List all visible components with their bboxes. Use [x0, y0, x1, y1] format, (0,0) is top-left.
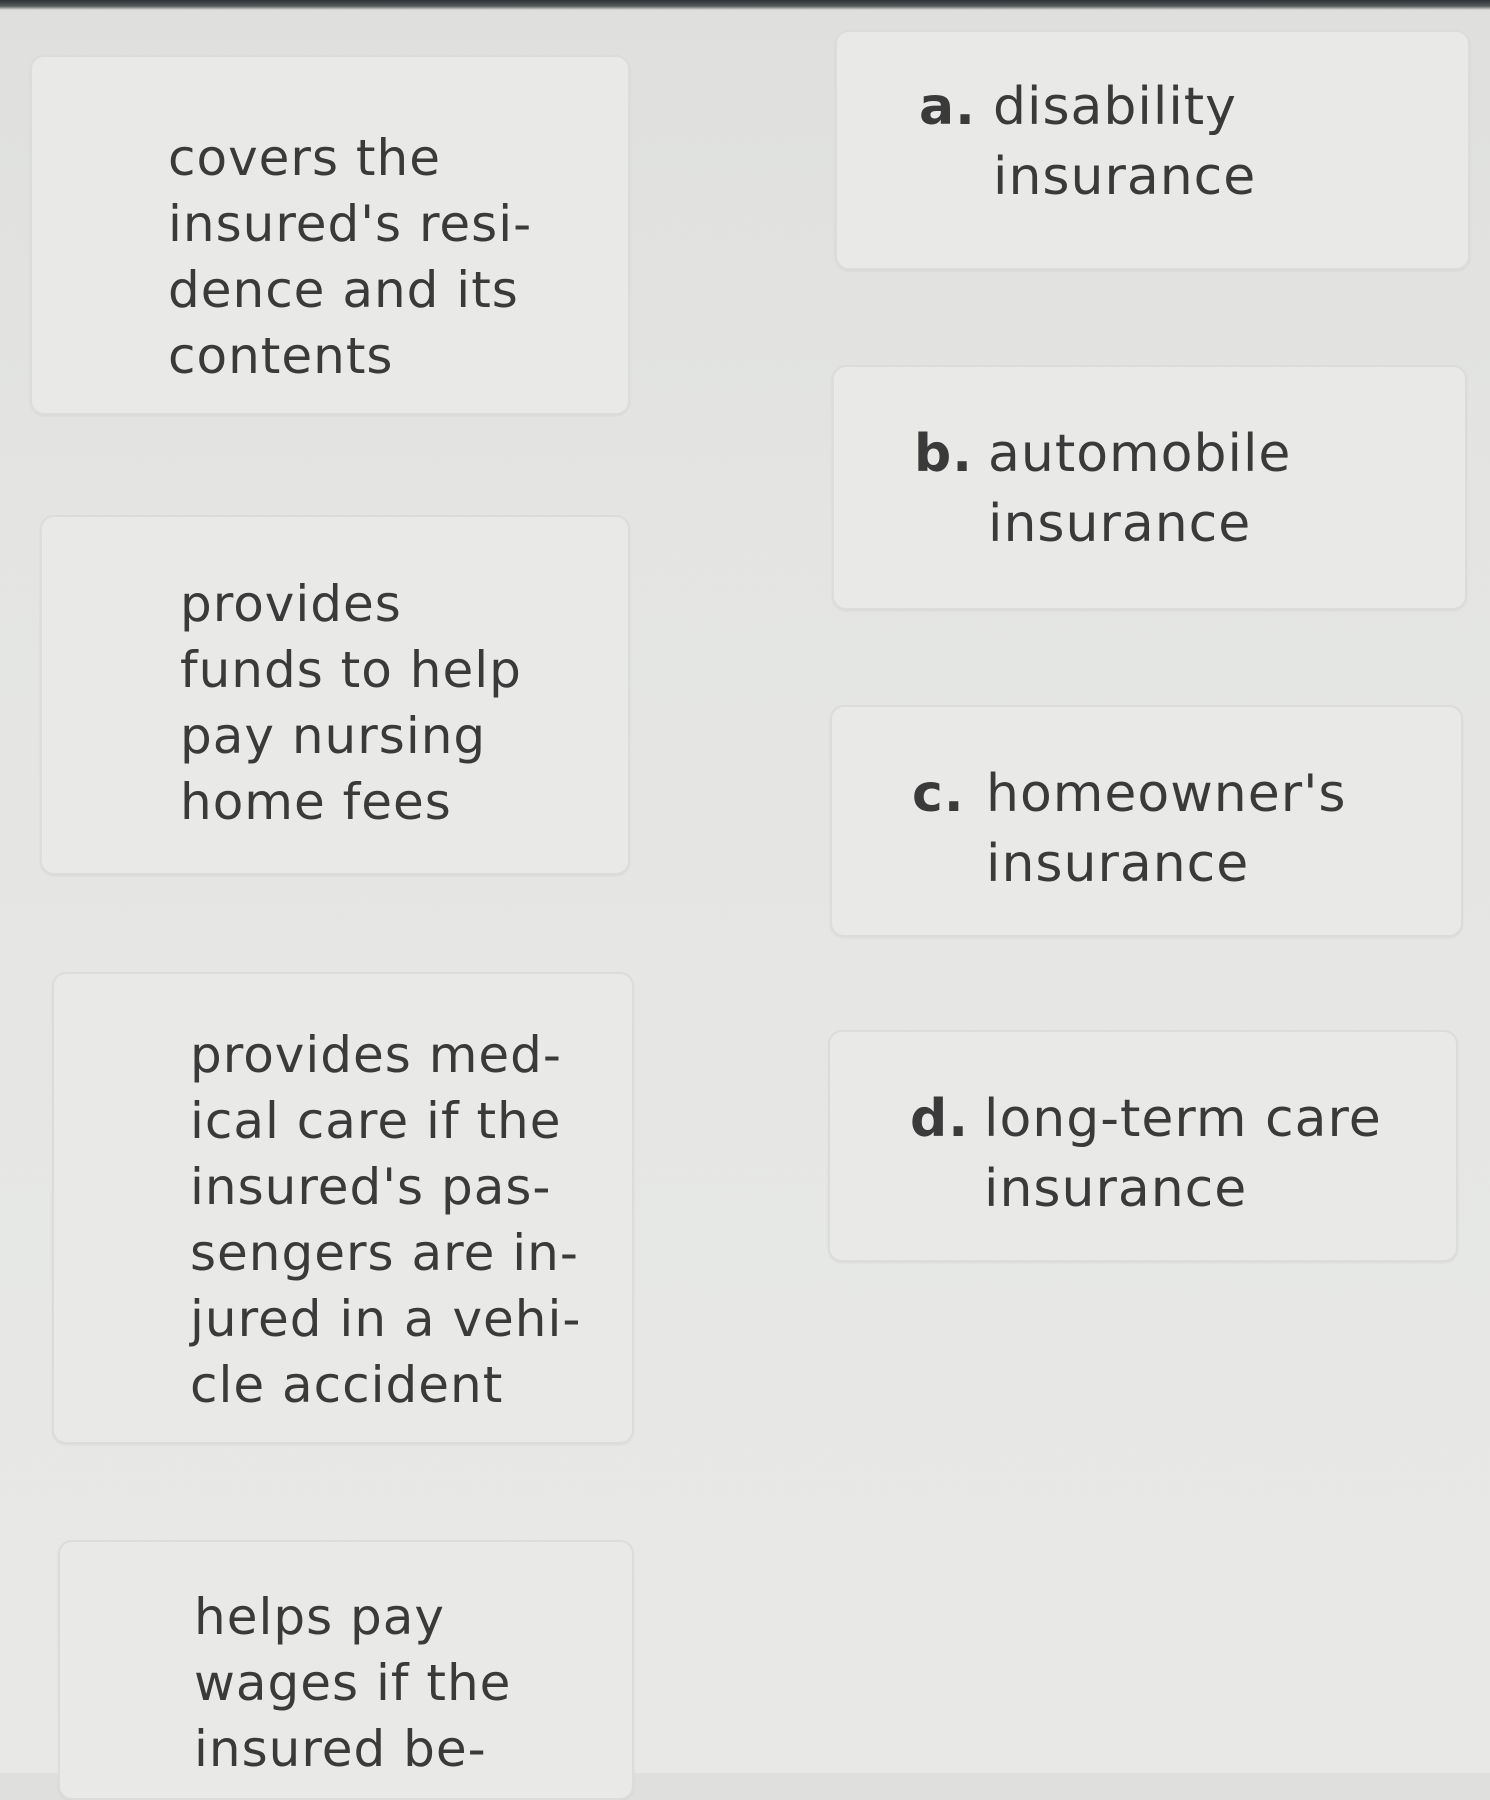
answer-card-d[interactable] — [828, 1030, 1458, 1262]
prompt-text: covers the insured's resi- dence and its contents — [168, 129, 533, 385]
prompt-text: helps pay wages if the insured be- — [194, 1588, 512, 1778]
prompt-card-wages[interactable] — [58, 1540, 634, 1800]
answer-label: long-term care insurance — [984, 1089, 1382, 1219]
answer-label: homeowner's insurance — [986, 764, 1347, 894]
answer-row — [910, 1084, 1382, 1224]
screen-top-edge — [0, 0, 1490, 10]
answer-row — [914, 419, 1291, 559]
answer-card-a[interactable] — [835, 30, 1470, 270]
prompt-text: provides med- ical care if the insured's pas- sengers are in- jured in a vehi- cle accident — [190, 1026, 582, 1414]
prompt-card-residence[interactable] — [30, 55, 630, 415]
answer-card-b[interactable] — [832, 365, 1467, 610]
prompt-card-nursing-home[interactable] — [40, 515, 630, 875]
answer-label: automobile insurance — [988, 424, 1292, 554]
answer-letter: d. — [910, 1089, 969, 1149]
answer-row — [919, 72, 1256, 212]
answer-letter: b. — [914, 424, 973, 484]
answer-row — [912, 759, 1346, 899]
prompt-text: provides funds to help pay nursing home fees — [180, 575, 522, 831]
prompt-card-passenger-medical[interactable] — [52, 972, 634, 1444]
answer-letter: c. — [912, 764, 965, 824]
answer-card-c[interactable] — [830, 705, 1463, 937]
answer-label: disability insurance — [993, 77, 1257, 207]
answer-letter: a. — [919, 77, 976, 137]
